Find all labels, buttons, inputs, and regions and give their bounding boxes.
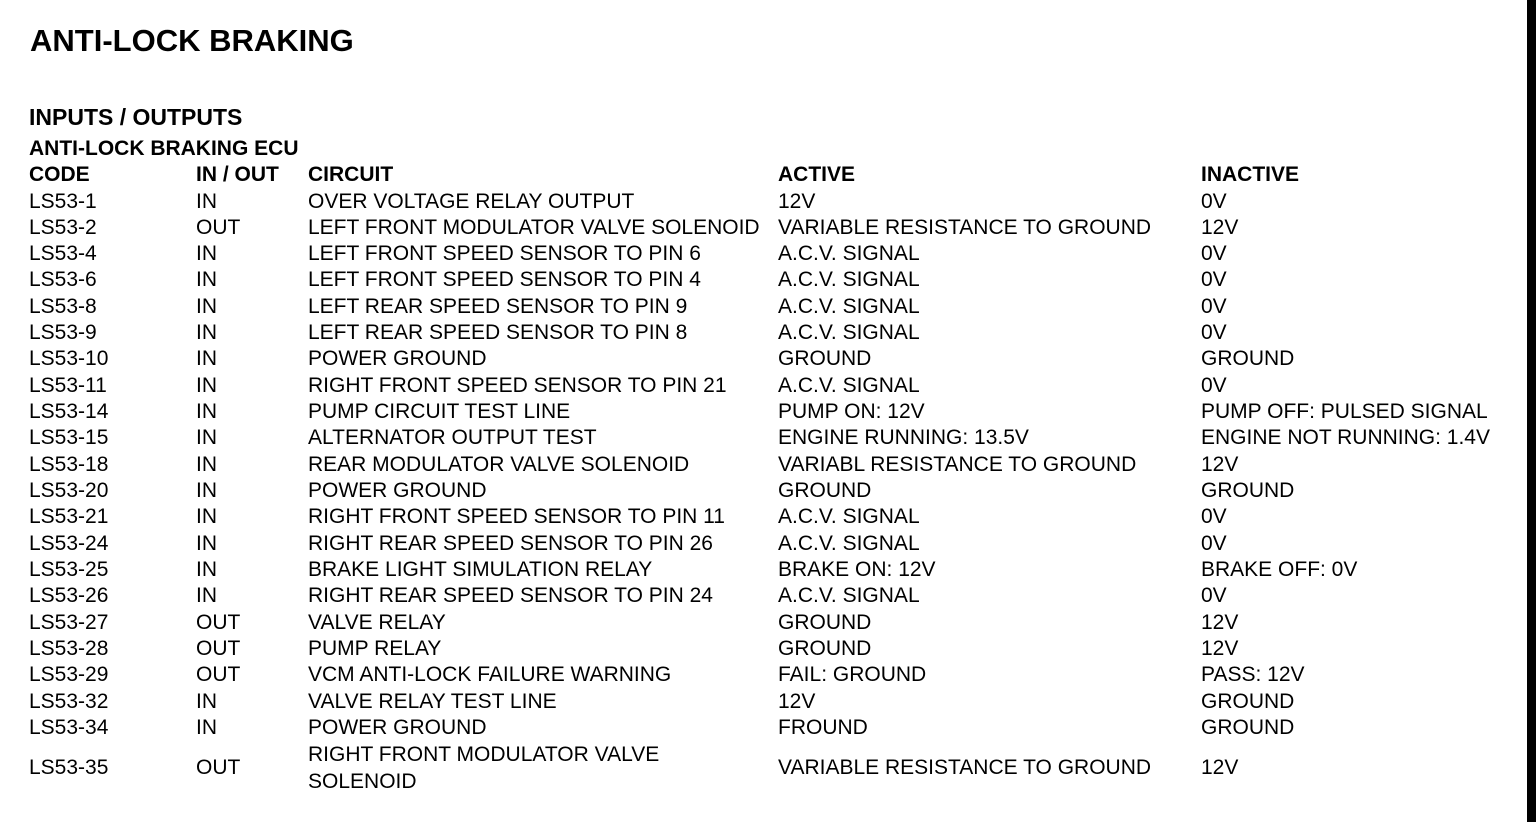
cell-circuit: RIGHT FRONT SPEED SENSOR TO PIN 21 (308, 373, 727, 397)
cell-in-out: OUT (196, 637, 241, 661)
cell-code: LS53-4 (29, 242, 97, 266)
cell-code: LS53-10 (29, 347, 109, 371)
cell-in-out: OUT (196, 663, 241, 687)
cell-inactive: BRAKE OFF: 0V (1201, 558, 1358, 582)
cell-circuit: RIGHT FRONT SPEED SENSOR TO PIN 11 (308, 505, 725, 529)
table-row (29, 346, 1519, 372)
table-row (29, 662, 1519, 688)
header-inactive: INACTIVE (1201, 163, 1300, 187)
cell-in-out: IN (196, 452, 217, 476)
cell-circuit: BRAKE LIGHT SIMULATION RELAY (308, 558, 653, 582)
cell-inactive: 12V (1201, 452, 1239, 476)
table-row (29, 294, 1519, 320)
cell-code: LS53-28 (29, 637, 109, 661)
cell-circuit: PUMP RELAY (308, 637, 442, 661)
table-row (29, 188, 1519, 214)
cell-code: LS53-1 (29, 189, 97, 213)
cell-code: LS53-9 (29, 321, 97, 345)
cell-code: LS53-35 (29, 756, 109, 780)
cell-active: BRAKE ON: 12V (778, 558, 936, 582)
cell-in-out: IN (196, 321, 217, 345)
cell-circuit: ALTERNATOR OUTPUT TEST (308, 426, 597, 450)
cell-inactive: PUMP OFF: PULSED SIGNAL (1201, 400, 1488, 424)
table-row (29, 267, 1519, 293)
cell-active: A.C.V. SIGNAL (778, 294, 920, 318)
cell-circuit: PUMP CIRCUIT TEST LINE (308, 400, 571, 424)
cell-code: LS53-8 (29, 294, 97, 318)
cell-active: A.C.V. SIGNAL (778, 242, 920, 266)
cell-code: LS53-24 (29, 531, 109, 555)
cell-in-out: IN (196, 558, 217, 582)
cell-active: ENGINE RUNNING: 13.5V (778, 426, 1029, 450)
cell-circuit: POWER GROUND (308, 716, 487, 740)
table-row (29, 215, 1519, 241)
table-row (29, 504, 1519, 530)
cell-in-out: IN (196, 268, 217, 292)
cell-inactive: 0V (1201, 373, 1227, 397)
header-circuit: CIRCUIT (308, 163, 394, 187)
table-row (29, 557, 1519, 583)
cell-code: LS53-11 (29, 373, 107, 397)
cell-circuit: LEFT FRONT SPEED SENSOR TO PIN 4 (308, 268, 701, 292)
table-row (29, 320, 1519, 346)
cell-inactive: GROUND (1201, 347, 1295, 371)
cell-inactive: 0V (1201, 268, 1227, 292)
cell-in-out: IN (196, 373, 217, 397)
cell-in-out: IN (196, 400, 217, 424)
cell-code: LS53-27 (29, 610, 109, 634)
cell-code: LS53-34 (29, 716, 109, 740)
cell-in-out: IN (196, 426, 217, 450)
cell-circuit: POWER GROUND (308, 479, 487, 503)
cell-inactive: 12V (1201, 637, 1239, 661)
section-heading: INPUTS / OUTPUTS (29, 104, 243, 130)
cell-in-out: IN (196, 294, 217, 318)
table-row (29, 452, 1519, 478)
table-row (29, 373, 1519, 399)
cell-circuit: POWER GROUND (308, 347, 487, 371)
cell-inactive: GROUND (1201, 689, 1295, 713)
header-in-out: IN / OUT (196, 163, 279, 187)
cell-in-out: IN (196, 479, 217, 503)
cell-code: LS53-32 (29, 689, 109, 713)
table-body (29, 188, 1519, 795)
cell-circuit: VALVE RELAY (308, 610, 446, 634)
cell-in-out: IN (196, 584, 217, 608)
cell-circuit: LEFT FRONT SPEED SENSOR TO PIN 6 (308, 242, 701, 266)
cell-inactive: PASS: 12V (1201, 663, 1305, 687)
cell-code: LS53-25 (29, 558, 109, 582)
cell-circuit: REAR MODULATOR VALVE SOLENOID (308, 452, 690, 476)
cell-active: 12V (778, 689, 816, 713)
cell-active: GROUND (778, 479, 872, 503)
cell-active: VARIABL RESISTANCE TO GROUND (778, 452, 1137, 476)
table-row (29, 715, 1519, 741)
cell-code: LS53-26 (29, 584, 109, 608)
cell-code: LS53-2 (29, 215, 97, 239)
table-title: ANTI-LOCK BRAKING ECU (29, 137, 299, 160)
table-row (29, 425, 1519, 451)
cell-code: LS53-29 (29, 663, 109, 687)
cell-in-out: IN (196, 189, 217, 213)
cell-active: A.C.V. SIGNAL (778, 321, 920, 345)
cell-inactive: 0V (1201, 294, 1227, 318)
cell-in-out: OUT (196, 610, 241, 634)
header-code: CODE (29, 163, 90, 187)
cell-active: A.C.V. SIGNAL (778, 531, 920, 555)
cell-circuit: RIGHT REAR SPEED SENSOR TO PIN 24 (308, 584, 713, 608)
cell-inactive: 0V (1201, 242, 1227, 266)
cell-circuit: RIGHT REAR SPEED SENSOR TO PIN 26 (308, 531, 713, 555)
cell-active: FROUND (778, 716, 868, 740)
cell-inactive: 12V (1201, 215, 1239, 239)
page-edge-rule (1527, 0, 1536, 822)
table-row (29, 741, 1519, 795)
cell-inactive: 0V (1201, 584, 1227, 608)
cell-in-out: IN (196, 689, 217, 713)
cell-circuit: LEFT REAR SPEED SENSOR TO PIN 9 (308, 294, 688, 318)
cell-inactive: 12V (1201, 756, 1239, 780)
cell-active: VARIABLE RESISTANCE TO GROUND (778, 215, 1152, 239)
table-row (29, 689, 1519, 715)
cell-in-out: IN (196, 505, 217, 529)
cell-active: GROUND (778, 610, 872, 634)
cell-code: LS53-6 (29, 268, 97, 292)
document-title: ANTI-LOCK BRAKING (30, 23, 354, 58)
cell-active: A.C.V. SIGNAL (778, 505, 920, 529)
cell-inactive: 0V (1201, 531, 1227, 555)
cell-active: VARIABLE RESISTANCE TO GROUND (778, 756, 1152, 780)
cell-inactive: 0V (1201, 505, 1227, 529)
cell-in-out: OUT (196, 756, 241, 780)
cell-inactive: GROUND (1201, 716, 1295, 740)
cell-code: LS53-21 (29, 505, 109, 529)
table-row (29, 241, 1519, 267)
cell-circuit: RIGHT FRONT MODULATOR VALVE SOLENOID (308, 743, 660, 794)
cell-circuit: LEFT REAR SPEED SENSOR TO PIN 8 (308, 321, 688, 345)
cell-active: PUMP ON: 12V (778, 400, 925, 424)
cell-circuit: VALVE RELAY TEST LINE (308, 689, 557, 713)
cell-inactive: ENGINE NOT RUNNING: 1.4V (1201, 426, 1490, 450)
table-row (29, 610, 1519, 636)
cell-inactive: 0V (1201, 321, 1227, 345)
cell-circuit: OVER VOLTAGE RELAY OUTPUT (308, 189, 635, 213)
cell-code: LS53-14 (29, 400, 109, 424)
table-row (29, 636, 1519, 662)
cell-circuit: LEFT FRONT MODULATOR VALVE SOLENOID (308, 215, 760, 239)
cell-in-out: IN (196, 716, 217, 740)
cell-code: LS53-18 (29, 452, 109, 476)
header-active: ACTIVE (778, 163, 856, 187)
cell-in-out: IN (196, 531, 217, 555)
cell-circuit: VCM ANTI-LOCK FAILURE WARNING (308, 663, 672, 687)
cell-active: 12V (778, 189, 816, 213)
cell-in-out: OUT (196, 215, 241, 239)
cell-active: A.C.V. SIGNAL (778, 268, 920, 292)
cell-inactive: 0V (1201, 189, 1227, 213)
cell-inactive: 12V (1201, 610, 1239, 634)
cell-in-out: IN (196, 347, 217, 371)
table-row (29, 478, 1519, 504)
cell-code: LS53-15 (29, 426, 109, 450)
table-row (29, 583, 1519, 609)
cell-active: FAIL: GROUND (778, 663, 927, 687)
table-row (29, 399, 1519, 425)
cell-in-out: IN (196, 242, 217, 266)
table-header-row (29, 162, 1519, 188)
io-table (29, 162, 1519, 795)
cell-active: A.C.V. SIGNAL (778, 584, 920, 608)
cell-active: GROUND (778, 347, 872, 371)
cell-active: A.C.V. SIGNAL (778, 373, 920, 397)
table-row (29, 531, 1519, 557)
cell-code: LS53-20 (29, 479, 109, 503)
cell-active: GROUND (778, 637, 872, 661)
cell-inactive: GROUND (1201, 479, 1295, 503)
